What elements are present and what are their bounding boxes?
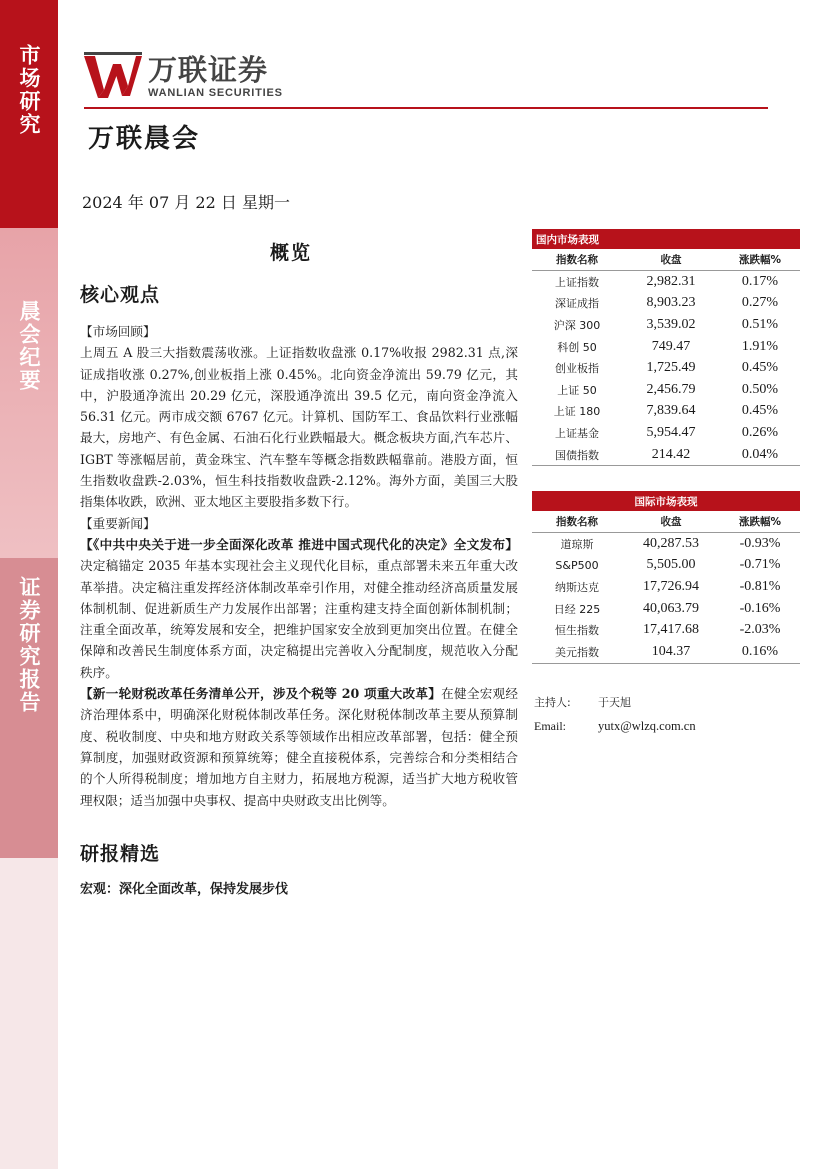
cell-close: 5,505.00	[646, 557, 696, 573]
cell-close: 17,726.94	[643, 578, 699, 594]
cell-index-name: 国债指数	[555, 448, 599, 462]
research-picks-heading: 研报精选	[80, 842, 161, 865]
table-row	[532, 576, 800, 598]
sidebar-label: 市场研究	[17, 44, 41, 136]
domestic-table-title: 国内市场表现	[532, 229, 800, 249]
domestic-table-header	[532, 249, 800, 271]
logo-english-name: WANLIAN SECURITIES	[148, 87, 283, 99]
company-logo	[84, 52, 283, 102]
cell-change-pct: 0.50%	[741, 381, 779, 397]
host-name: 于天旭	[598, 696, 631, 709]
table-row	[532, 533, 800, 555]
header-close: 收盘	[660, 516, 682, 528]
cell-close: 7,839.64	[646, 403, 696, 419]
header-change-pct: 涨跌幅%	[738, 516, 782, 528]
left-sidebar	[0, 0, 58, 1169]
cell-index-name: 恒生指数	[555, 624, 599, 638]
table-row	[532, 619, 800, 641]
cell-change-pct: 0.45%	[741, 403, 779, 419]
host-label: 主持人:	[534, 696, 571, 709]
cell-change-pct: 0.45%	[741, 360, 779, 376]
header-change-pct: 涨跌幅%	[738, 254, 782, 266]
cell-index-name: 纳斯达克	[555, 580, 599, 594]
cell-change-pct: 0.26%	[741, 424, 779, 440]
cell-index-name: 深证成指	[555, 297, 599, 311]
email-label: Email:	[534, 718, 566, 733]
table-row	[532, 641, 800, 663]
sidebar-section-research-report	[0, 558, 58, 858]
sidebar-section-market-research	[0, 0, 58, 228]
report-date: 2024 年 07 月 22 日 星期一	[82, 193, 290, 212]
sidebar-section-morning-notes	[0, 228, 58, 558]
cell-close: 8,903.23	[646, 295, 696, 311]
market-review-text: 上周五 A 股三大指数震荡收涨。上证指数收盘涨 0.17%收报 2982.31 点,深证成指收涨 0.27%,创业板指上涨 0.45%。北向资金净流出 59.79 亿元，其中，沪股通净流出 20.29 亿元，深股通净流出 39.5 亿元，南向资金净流入 56.31 亿元。两市成交额 6767 亿元。计算机、国防军工、食品饮料行业涨幅最大，房地产、有色金属、石油石化行业跌幅最大。概念板块方面,汽车芯片、IGBT 等涨幅居前，黄金珠宝、汽车整车等概念指数跌幅靠前。港股方面，恒生指数收盘跌-2.03%，恒生科技指数收盘跌-2.12%。海外方面，美国三大股指集体收跌，欧洲、亚太地区主要股指多数下行。	[80, 345, 518, 510]
cell-change-pct: 0.27%	[741, 295, 779, 311]
cell-close: 40,063.79	[643, 600, 699, 616]
cell-close: 5,954.47	[646, 424, 696, 440]
cell-index-name: 美元指数	[555, 645, 599, 659]
cell-index-name: 上证基金	[555, 426, 599, 440]
cell-index-name: 创业板指	[555, 362, 599, 376]
header-index-name: 指数名称	[556, 254, 598, 266]
cell-change-pct: -0.71%	[739, 557, 781, 573]
sidebar-label: 证券研究报告	[17, 576, 41, 714]
table-row	[532, 555, 800, 577]
cell-close: 1,725.49	[646, 360, 696, 376]
table-row	[532, 444, 800, 466]
host-info	[534, 690, 794, 738]
cell-index-name: 日经 225	[553, 602, 601, 616]
logo-w-icon	[84, 52, 142, 102]
header-index-name: 指数名称	[556, 516, 598, 528]
news-item-1-title: 【《中共中央关于进一步全面深化改革 推进中国式现代化的决定》全文发布】	[80, 536, 518, 552]
cell-change-pct: -0.16%	[739, 600, 781, 616]
international-table-header	[532, 511, 800, 533]
cell-change-pct: -0.81%	[739, 578, 781, 594]
cell-change-pct: 1.91%	[741, 338, 779, 354]
cell-index-name: 上证指数	[555, 275, 599, 289]
logo-chinese-name: 万联证券	[148, 53, 269, 87]
table-row	[532, 422, 800, 444]
header-close: 收盘	[660, 254, 682, 266]
cell-index-name: 沪深 300	[553, 318, 601, 332]
table-row	[532, 357, 800, 379]
market-review-tag: 【市场回顾】	[80, 324, 156, 339]
page-title: 万联晨会	[88, 124, 201, 154]
table-row	[532, 271, 800, 293]
international-table-title: 国际市场表现	[532, 491, 800, 511]
cell-index-name: S&P500	[555, 558, 599, 572]
cell-change-pct: 0.17%	[741, 273, 779, 289]
cell-close: 749.47	[651, 338, 691, 354]
overview-heading: 概览	[270, 242, 313, 264]
cell-close: 3,539.02	[646, 316, 696, 332]
table-row	[532, 314, 800, 336]
international-market-table	[532, 491, 800, 664]
host-email: yutx@wlzq.com.cn	[598, 718, 696, 733]
cell-index-name: 科创 50	[557, 340, 597, 354]
macro-report-line: 宏观：深化全面改革，保持发展步伐	[80, 881, 289, 897]
cell-index-name: 上证 50	[557, 383, 597, 397]
cell-index-name: 上证 180	[553, 405, 601, 419]
table-row	[532, 598, 800, 620]
cell-close: 104.37	[651, 643, 691, 659]
cell-index-name: 道琼斯	[560, 537, 594, 551]
table-row	[532, 401, 800, 423]
cell-close: 214.42	[651, 446, 691, 462]
news-item-2	[80, 683, 518, 811]
news-item-2-title: 【新一轮财税改革任务清单公开，涉及个税等 20 项重大改革】	[80, 686, 442, 702]
domestic-market-table	[532, 229, 800, 466]
cell-change-pct: 0.16%	[741, 643, 779, 659]
news-item-1-body: 决定稿锚定 2035 年基本实现社会主义现代化目标，重点部署未来五年重大改革举措。决定稿注重发挥经济体制改革牵引作用，对健全推动经济高质量发展体制机制、促进新质生产力发展作出部署；注重构建支持全面创新体制机制；注重全面改革，统筹发展和安全，把维护国家安全放到更加突出位置。在健全保障和改善民生制度体系方面，决定稿提出完善收入分配制度，规范收入分配秩序。	[80, 558, 518, 680]
news-item-1	[80, 534, 518, 683]
cell-change-pct: 0.51%	[741, 316, 779, 332]
cell-change-pct: -2.03%	[739, 622, 781, 638]
cell-close: 2,982.31	[646, 273, 696, 289]
cell-close: 17,417.68	[643, 622, 699, 638]
table-row	[532, 379, 800, 401]
header-divider	[84, 107, 768, 109]
cell-change-pct: 0.04%	[741, 446, 779, 462]
table-row	[532, 336, 800, 358]
sidebar-label: 晨会纪要	[17, 300, 41, 392]
important-news-tag: 【重要新闻】	[80, 515, 156, 531]
core-views-heading: 核心观点	[80, 284, 161, 306]
news-item-2-body: 在健全宏观经济治理体系中，明确深化财税体制改革任务。深化财税体制改革主要从预算制度、税收制度、中央和地方财政关系等领域作出相应改革部署，包括：健全预算制度，加强财政资源和预算统筹；健全直接税体系，完善综合和分类相结合的个人所得税制度；增加地方自主财力，拓展地方税源，适当扩大地方税收管理权限；适当加强中央事权、提高中央财政支出比例等。	[80, 686, 519, 808]
cell-close: 40,287.53	[643, 535, 699, 551]
main-content	[80, 280, 518, 897]
cell-change-pct: -0.93%	[739, 535, 781, 551]
table-row	[532, 293, 800, 315]
cell-close: 2,456.79	[646, 381, 696, 397]
